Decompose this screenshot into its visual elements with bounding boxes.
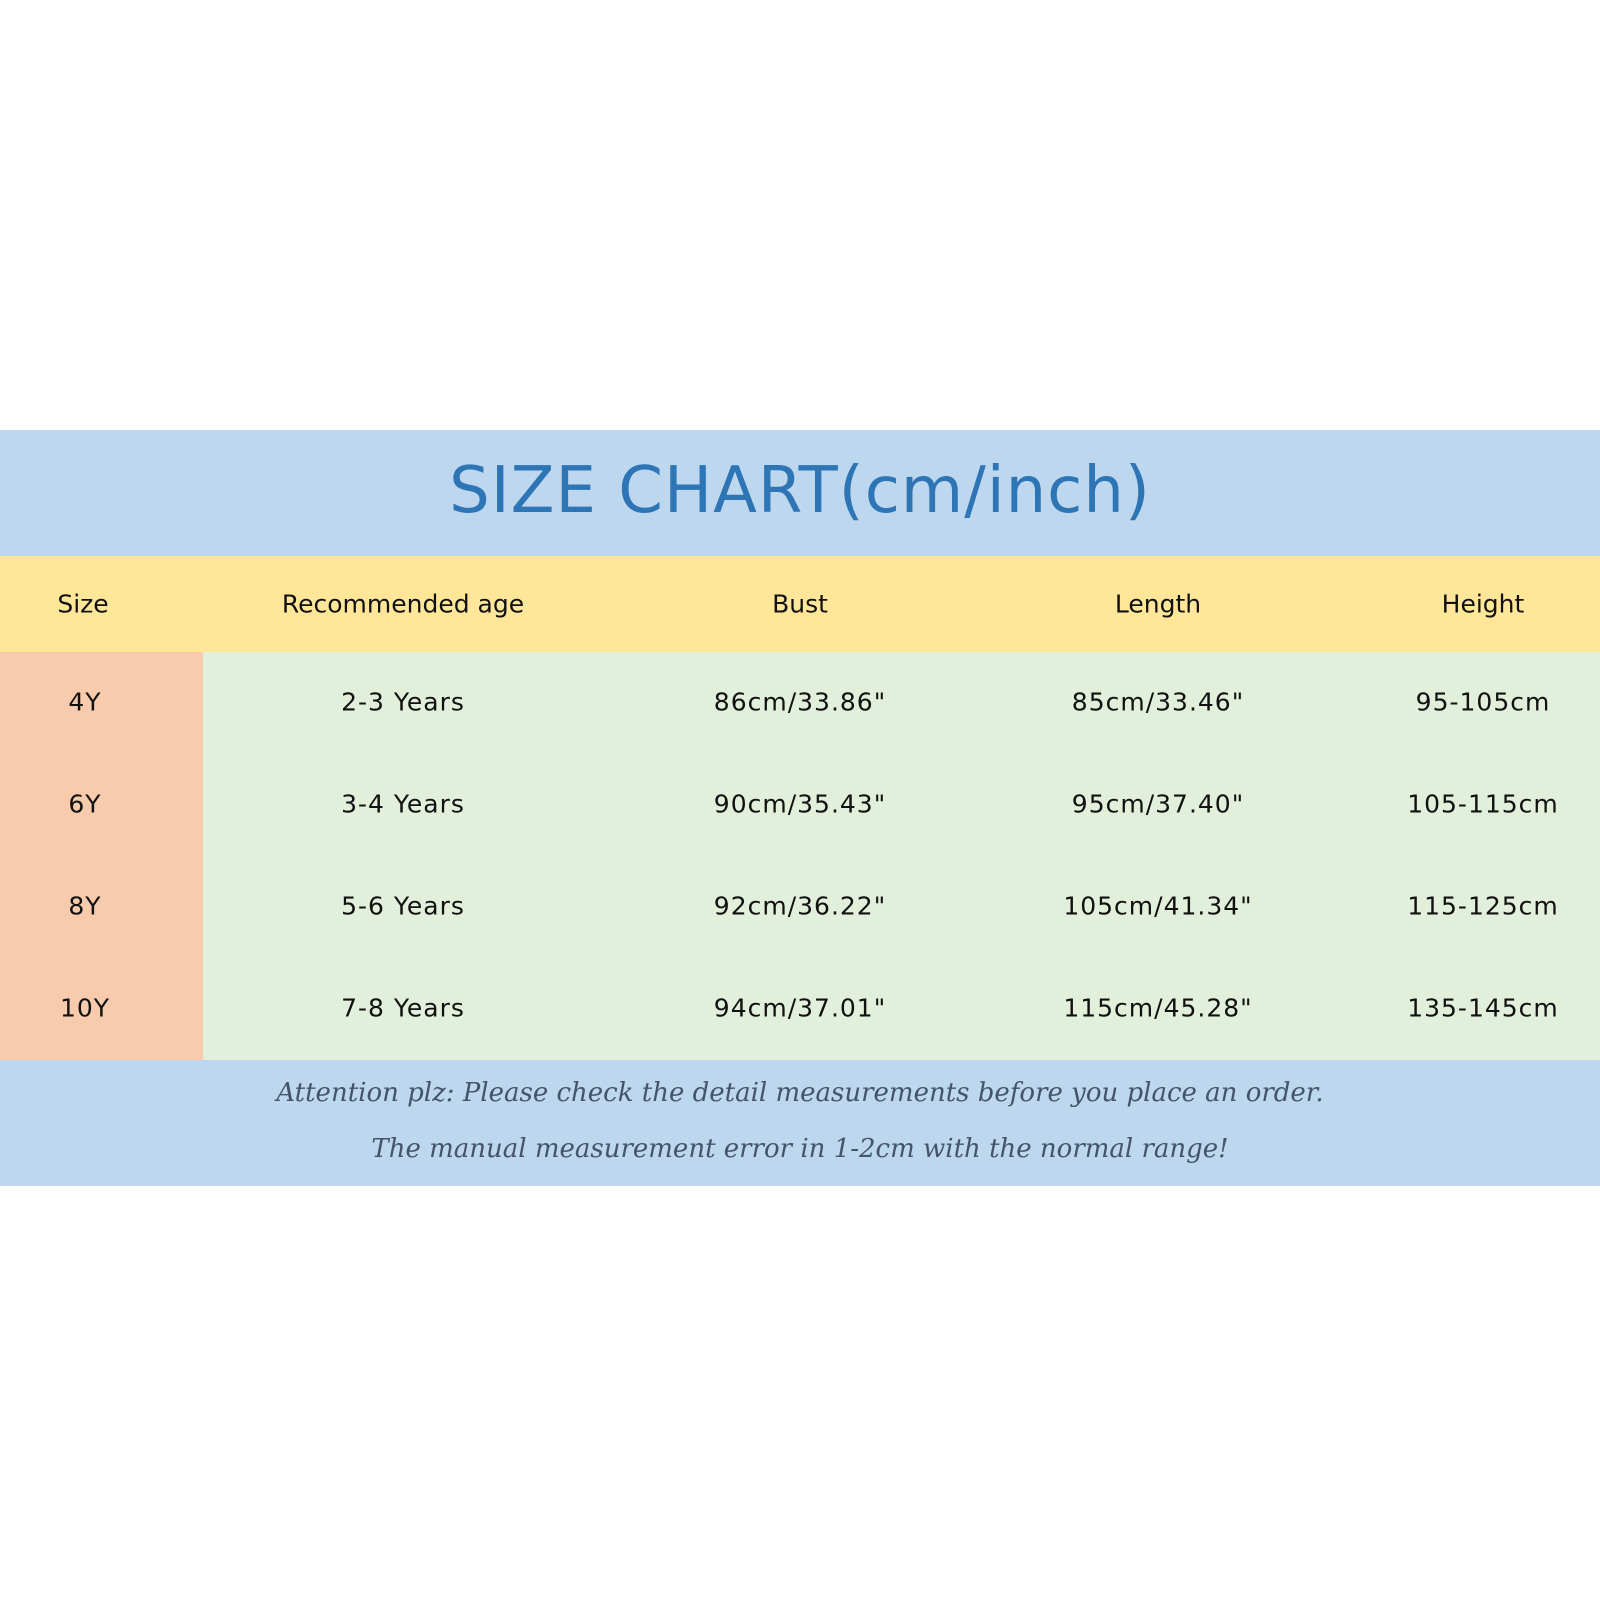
header-length: Length [1114,589,1202,619]
measurement-error-note: The manual measurement error in 1-2cm with the normal range! [371,1134,1229,1164]
table-cell-age: 2-3 Years [341,687,465,717]
table-cell-length: 95cm/37.40" [1071,789,1245,819]
table-cell-height: 115-125cm [1407,891,1559,921]
table-cell-bust: 86cm/33.86" [713,687,887,717]
header-size: Size [57,589,109,619]
attention-note: Attention plz: Please check the detail measurements before you place an order. [276,1078,1324,1108]
table-cell-size: 6Y [68,789,102,819]
table-cell-length: 105cm/41.34" [1063,891,1253,921]
table-cell-size: 10Y [59,993,111,1023]
table-cell-length: 115cm/45.28" [1063,993,1253,1023]
header-bust: Bust [772,589,828,619]
table-cell-size: 8Y [68,891,102,921]
table-cell-age: 3-4 Years [341,789,465,819]
chart-title: SIZE CHART(cm/inch) [449,454,1151,528]
table-cell-age: 7-8 Years [341,993,465,1023]
table-cell-age: 5-6 Years [341,891,465,921]
table-cell-length: 85cm/33.46" [1071,687,1245,717]
header-height: Height [1441,589,1525,619]
table-cell-size: 4Y [68,687,102,717]
table-cell-height: 135-145cm [1407,993,1559,1023]
table-cell-bust: 94cm/37.01" [713,993,887,1023]
table-cell-height: 95-105cm [1415,687,1551,717]
table-cell-bust: 90cm/35.43" [713,789,887,819]
title-band [0,430,1600,556]
table-cell-height: 105-115cm [1407,789,1559,819]
table-cell-bust: 92cm/36.22" [713,891,887,921]
header-recommended-age: Recommended age [281,589,525,619]
